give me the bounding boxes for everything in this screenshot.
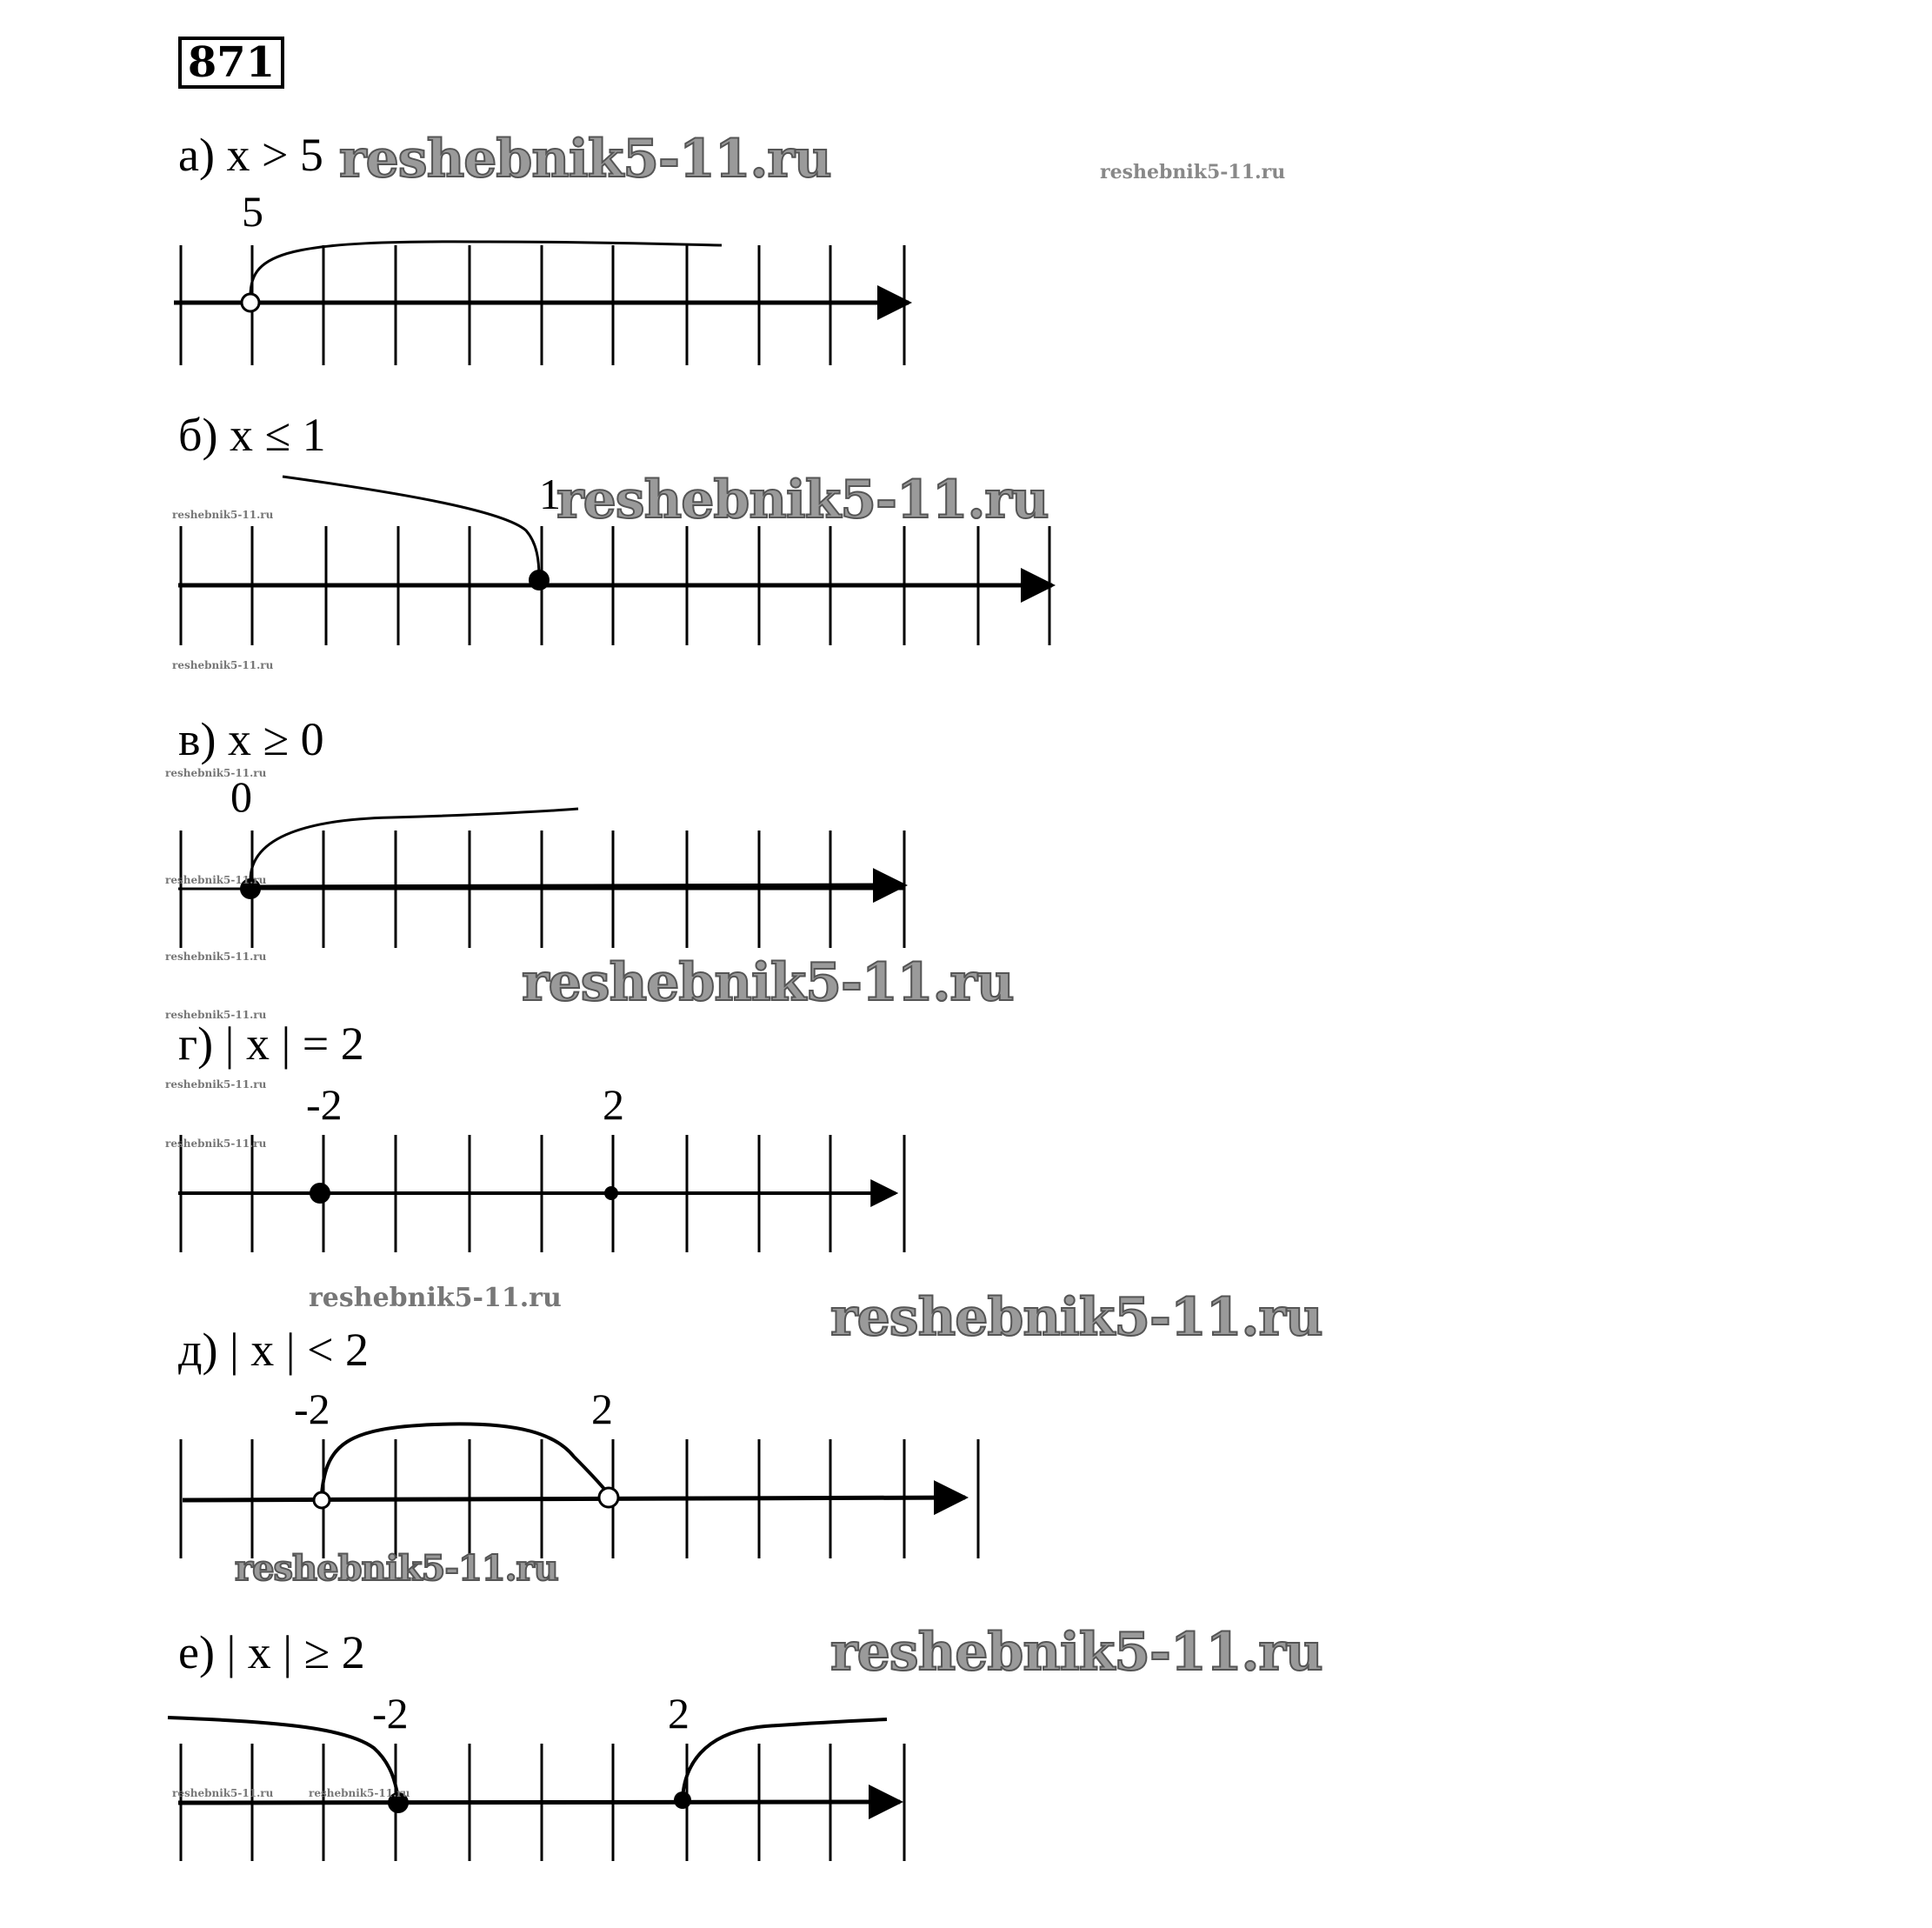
number-line-a [174,242,909,365]
part-b-point-label: 1 [539,470,561,518]
number-line-e [168,1718,904,1861]
watermark: reshebnik5-11.ru [522,952,1014,1013]
number-line-g [178,1135,904,1252]
watermark: reshebnik5-11.ru [165,951,267,963]
watermark: reshebnik5-11.ru [165,1078,267,1091]
watermark: reshebnik5-11.ru [556,470,1049,530]
part-e-point-right-label: 2 [668,1689,690,1738]
part-a-label: а) x > 5 [178,129,323,181]
problem-number: 871 [178,37,284,89]
part-g-point-right-label: 2 [603,1080,624,1129]
part-v-point-label: 0 [230,772,252,821]
part-d-point-right-label: 2 [591,1384,613,1433]
watermark: reshebnik5-11.ru [1100,161,1286,183]
watermark: reshebnik5-11.ru [309,1283,562,1313]
watermark: reshebnik5-11.ru [830,1622,1322,1683]
watermark: reshebnik5-11.ru [339,129,831,190]
part-e-label: е) | x | ≥ 2 [178,1626,365,1678]
part-d-point-left-label: -2 [294,1384,330,1433]
part-e-point-left-label: -2 [372,1689,409,1738]
number-line-d [181,1424,978,1558]
part-v-label: в) x ≥ 0 [178,713,324,765]
part-a-point-label: 5 [242,187,263,236]
part-g-label: г) | x | = 2 [178,1017,364,1070]
part-g-point-left-label: -2 [306,1080,343,1129]
watermark: reshebnik5-11.ru [165,1137,267,1150]
watermark: reshebnik5-11.ru [165,767,267,779]
watermark: reshebnik5-11.ru [172,509,274,521]
watermark: reshebnik5-11.ru [309,1787,410,1799]
watermark: reshebnik5-11.ru [165,1009,267,1021]
part-b-label: б) x ≤ 1 [178,409,326,461]
watermark: reshebnik5-11.ru [235,1548,558,1589]
part-d-label: д) | x | < 2 [178,1324,370,1376]
watermark: reshebnik5-11.ru [830,1287,1322,1348]
number-line-v [178,809,904,948]
watermark: reshebnik5-11.ru [172,1787,274,1799]
watermark: reshebnik5-11.ru [172,659,274,671]
watermark: reshebnik5-11.ru [165,874,267,886]
